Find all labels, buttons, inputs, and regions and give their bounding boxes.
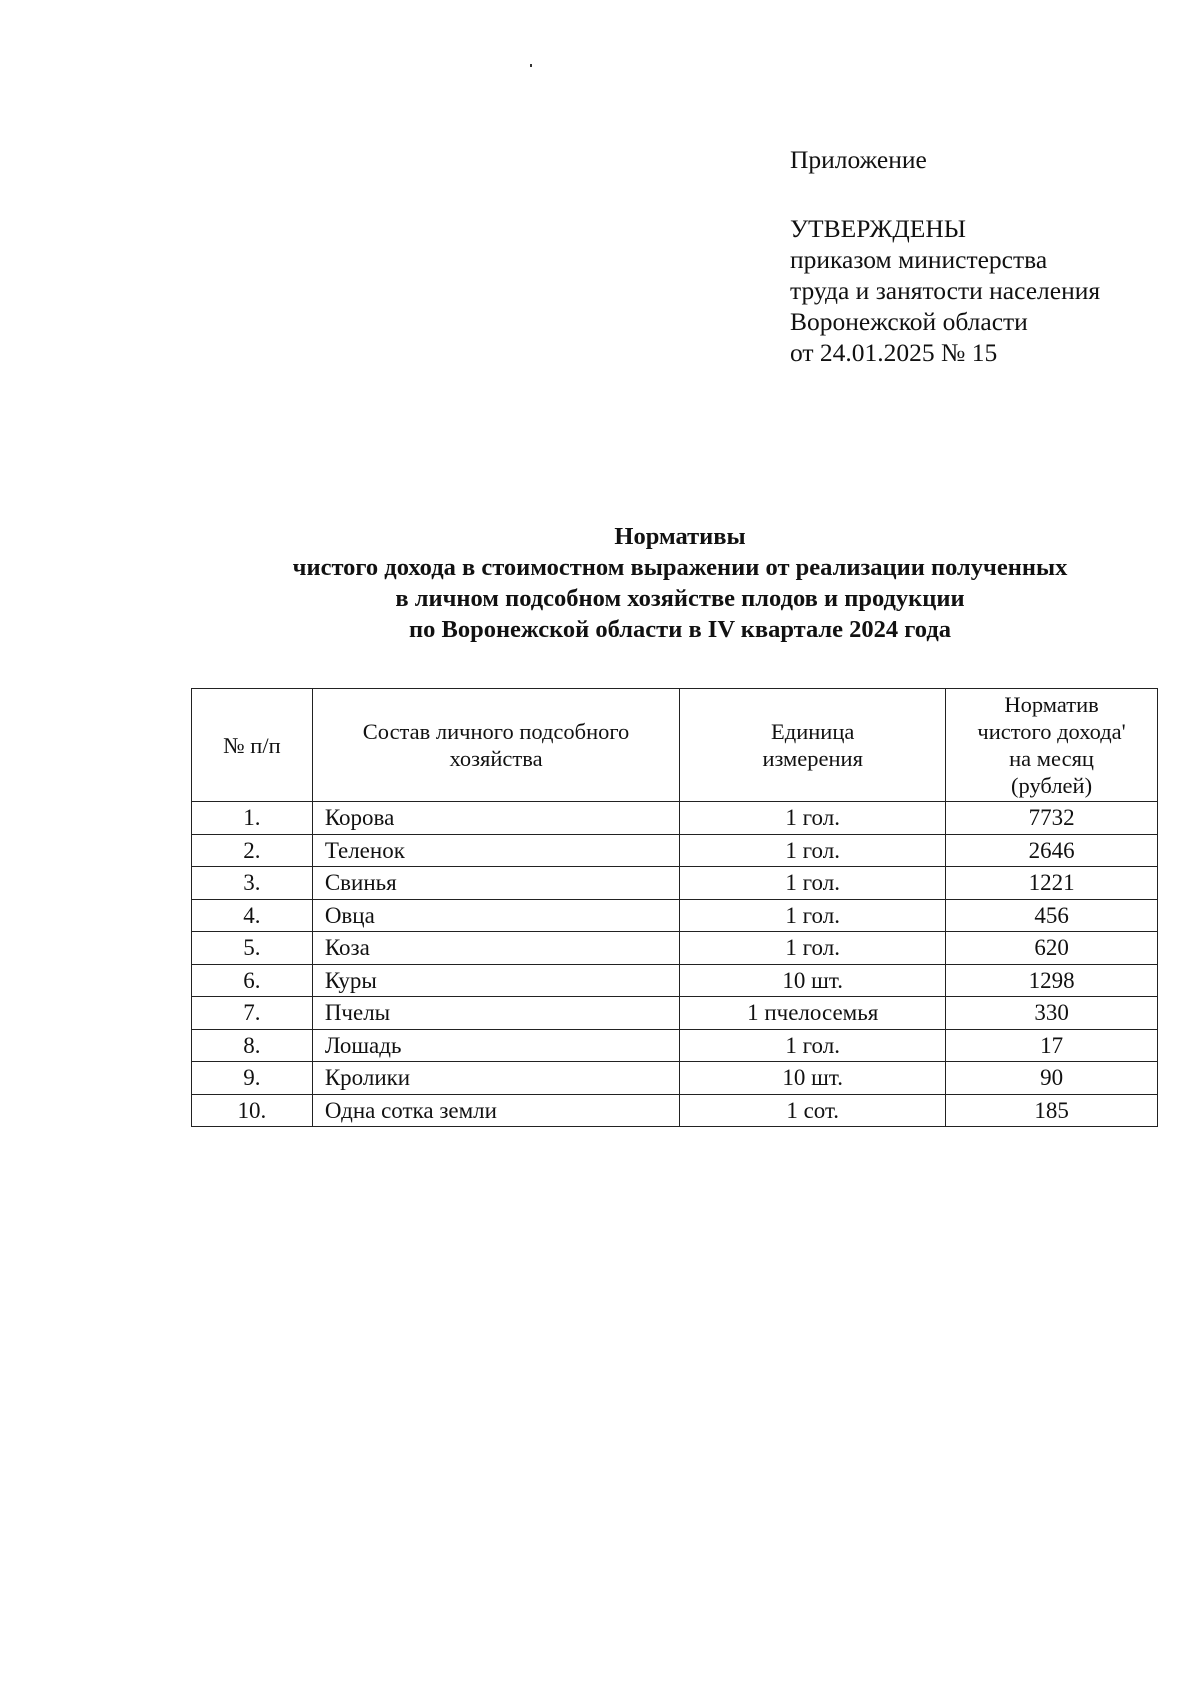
header-unit-text: Единица измерения	[762, 719, 863, 771]
cell-value: 7732	[946, 802, 1158, 835]
document-title	[140, 521, 1200, 645]
cell-unit: 1 пчелосемья	[680, 997, 946, 1030]
scan-speck	[530, 64, 532, 67]
cell-value: 90	[946, 1062, 1158, 1095]
cell-value: 185	[946, 1094, 1158, 1127]
table-row	[192, 867, 1158, 900]
cell-num: 9.	[192, 1062, 313, 1095]
cell-value: 330	[946, 997, 1158, 1030]
cell-unit: 10 шт.	[680, 964, 946, 997]
header-unit	[680, 689, 946, 802]
cell-name: Кролики	[312, 1062, 679, 1095]
cell-name: Одна сотка земли	[312, 1094, 679, 1127]
title-line-3: в личном подсобном хозяйстве плодов и продукции	[395, 585, 965, 612]
cell-value: 2646	[946, 834, 1158, 867]
table-row	[192, 997, 1158, 1030]
cell-name: Овца	[312, 899, 679, 932]
title-line-4: по Воронежской области в IV квартале 2024 года	[408, 616, 951, 643]
header-value-text: Норматив чистого дохода' на месяц (рублей)	[977, 692, 1126, 798]
norms-table	[191, 688, 1158, 1127]
cell-unit: 1 сот.	[680, 1094, 946, 1127]
table-row	[192, 1094, 1158, 1127]
cell-value: 1221	[946, 867, 1158, 900]
table-row	[192, 1062, 1158, 1095]
cell-name: Коза	[312, 932, 679, 965]
cell-name: Пчелы	[312, 997, 679, 1030]
approval-line-1: приказом министерства	[790, 245, 1048, 274]
cell-num: 10.	[192, 1094, 313, 1127]
cell-unit: 1 гол.	[680, 932, 946, 965]
cell-value: 456	[946, 899, 1158, 932]
cell-num: 7.	[192, 997, 313, 1030]
cell-unit: 1 гол.	[680, 867, 946, 900]
approval-block	[790, 144, 1100, 368]
cell-num: 5.	[192, 932, 313, 965]
table-row	[192, 1029, 1158, 1062]
table-row	[192, 802, 1158, 835]
table-row	[192, 964, 1158, 997]
cell-value: 17	[946, 1029, 1158, 1062]
cell-value: 1298	[946, 964, 1158, 997]
cell-num: 1.	[192, 802, 313, 835]
cell-num: 6.	[192, 964, 313, 997]
title-line-1: Нормативы	[614, 523, 746, 550]
cell-num: 8.	[192, 1029, 313, 1062]
approved-label: УТВЕРЖДЕНЫ	[790, 214, 966, 243]
approval-line-2: труда и занятости населения	[790, 276, 1101, 305]
cell-num: 4.	[192, 899, 313, 932]
header-name-text: Состав личного подсобного хозяйства	[362, 719, 630, 771]
cell-num: 3.	[192, 867, 313, 900]
cell-unit: 10 шт.	[680, 1062, 946, 1095]
cell-name: Лошадь	[312, 1029, 679, 1062]
cell-name: Куры	[312, 964, 679, 997]
cell-value: 620	[946, 932, 1158, 965]
header-num-text: № п/п	[223, 732, 281, 758]
cell-num: 2.	[192, 834, 313, 867]
cell-unit: 1 гол.	[680, 1029, 946, 1062]
appendix-label: Приложение	[790, 145, 927, 174]
table-row	[192, 834, 1158, 867]
header-num	[192, 689, 313, 802]
approval-date-number: от 24.01.2025 № 15	[790, 338, 998, 367]
cell-unit: 1 гол.	[680, 834, 946, 867]
cell-name: Теленок	[312, 834, 679, 867]
header-name	[312, 689, 679, 802]
cell-unit: 1 гол.	[680, 899, 946, 932]
table-row	[192, 932, 1158, 965]
table-row	[192, 899, 1158, 932]
cell-name: Корова	[312, 802, 679, 835]
cell-name: Свинья	[312, 867, 679, 900]
title-line-2: чистого дохода в стоимостном выражении от реализации полученных	[292, 554, 1068, 581]
table-header-row	[192, 689, 1158, 802]
header-value	[946, 689, 1158, 802]
approval-line-3: Воронежской области	[790, 307, 1028, 336]
cell-unit: 1 гол.	[680, 802, 946, 835]
